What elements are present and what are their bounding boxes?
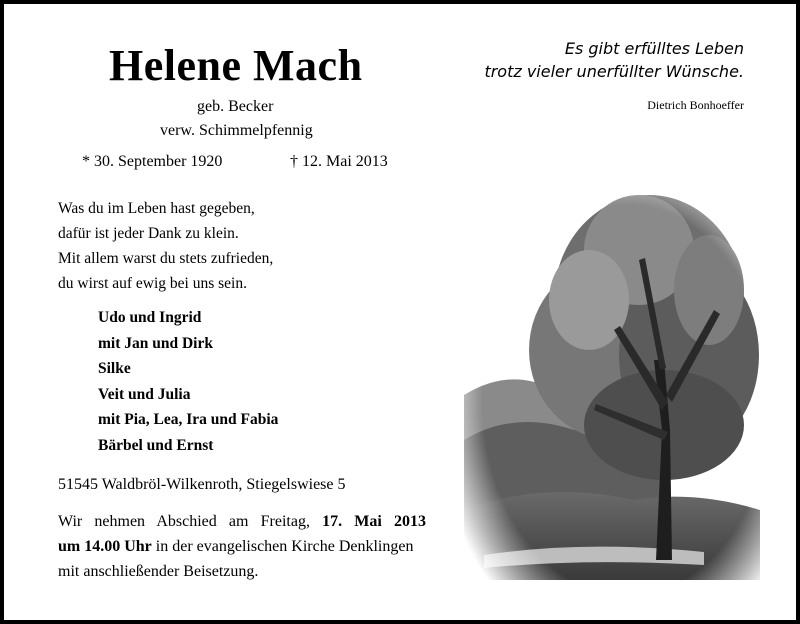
funeral-date: 17. Mai 2013 (322, 513, 427, 530)
poem-line: Was du im Leben hast gegeben, (58, 200, 255, 217)
poem-line: dafür ist jeder Dank zu klein. (58, 225, 239, 242)
family-line: mit Jan und Dirk (98, 334, 213, 352)
poem-line: Mit allem warst du stets zufrieden, (58, 250, 274, 267)
tree-photo (464, 180, 760, 580)
quote-line: Es gibt erfülltes Leben (564, 39, 744, 58)
widowed-name: verw. Schimmelpfennig (160, 122, 313, 139)
family-line: Silke (98, 360, 131, 377)
family-members (98, 305, 278, 458)
quote (484, 37, 744, 83)
deceased-name: Helene Mach (109, 41, 363, 90)
quote-author: Dietrich Bonhoeffer (647, 98, 744, 112)
poem (58, 196, 273, 296)
quote-line: trotz vieler unerfüllter Wünsche. (484, 62, 744, 81)
funeral-info (58, 509, 426, 584)
family-line: Udo und Ingrid (98, 309, 202, 326)
family-line: Veit und Julia (98, 385, 191, 403)
funeral-line (58, 509, 426, 534)
maiden-name: geb. Becker (197, 98, 274, 115)
family-line: mit Pia, Lea, Ira und Fabia (98, 411, 279, 428)
address: 51545 Waldbröl-Wilkenroth, Stiegelswiese 5 (58, 476, 346, 493)
birth-date: * 30. September 1920 (82, 153, 223, 170)
death-date: † 12. Mai 2013 (290, 153, 388, 170)
funeral-line (58, 534, 426, 559)
poem-line: du wirst auf ewig bei uns sein. (58, 275, 247, 292)
funeral-line: mit anschließender Beisetzung. (58, 563, 259, 580)
family-line: Bärbel und Ernst (98, 436, 214, 454)
funeral-text: Wir nehmen Abschied am Freitag, (58, 513, 310, 530)
funeral-time: um 14.00 Uhr (58, 538, 152, 555)
funeral-text: in der evangelischen Kirche Denklingen (155, 538, 414, 555)
